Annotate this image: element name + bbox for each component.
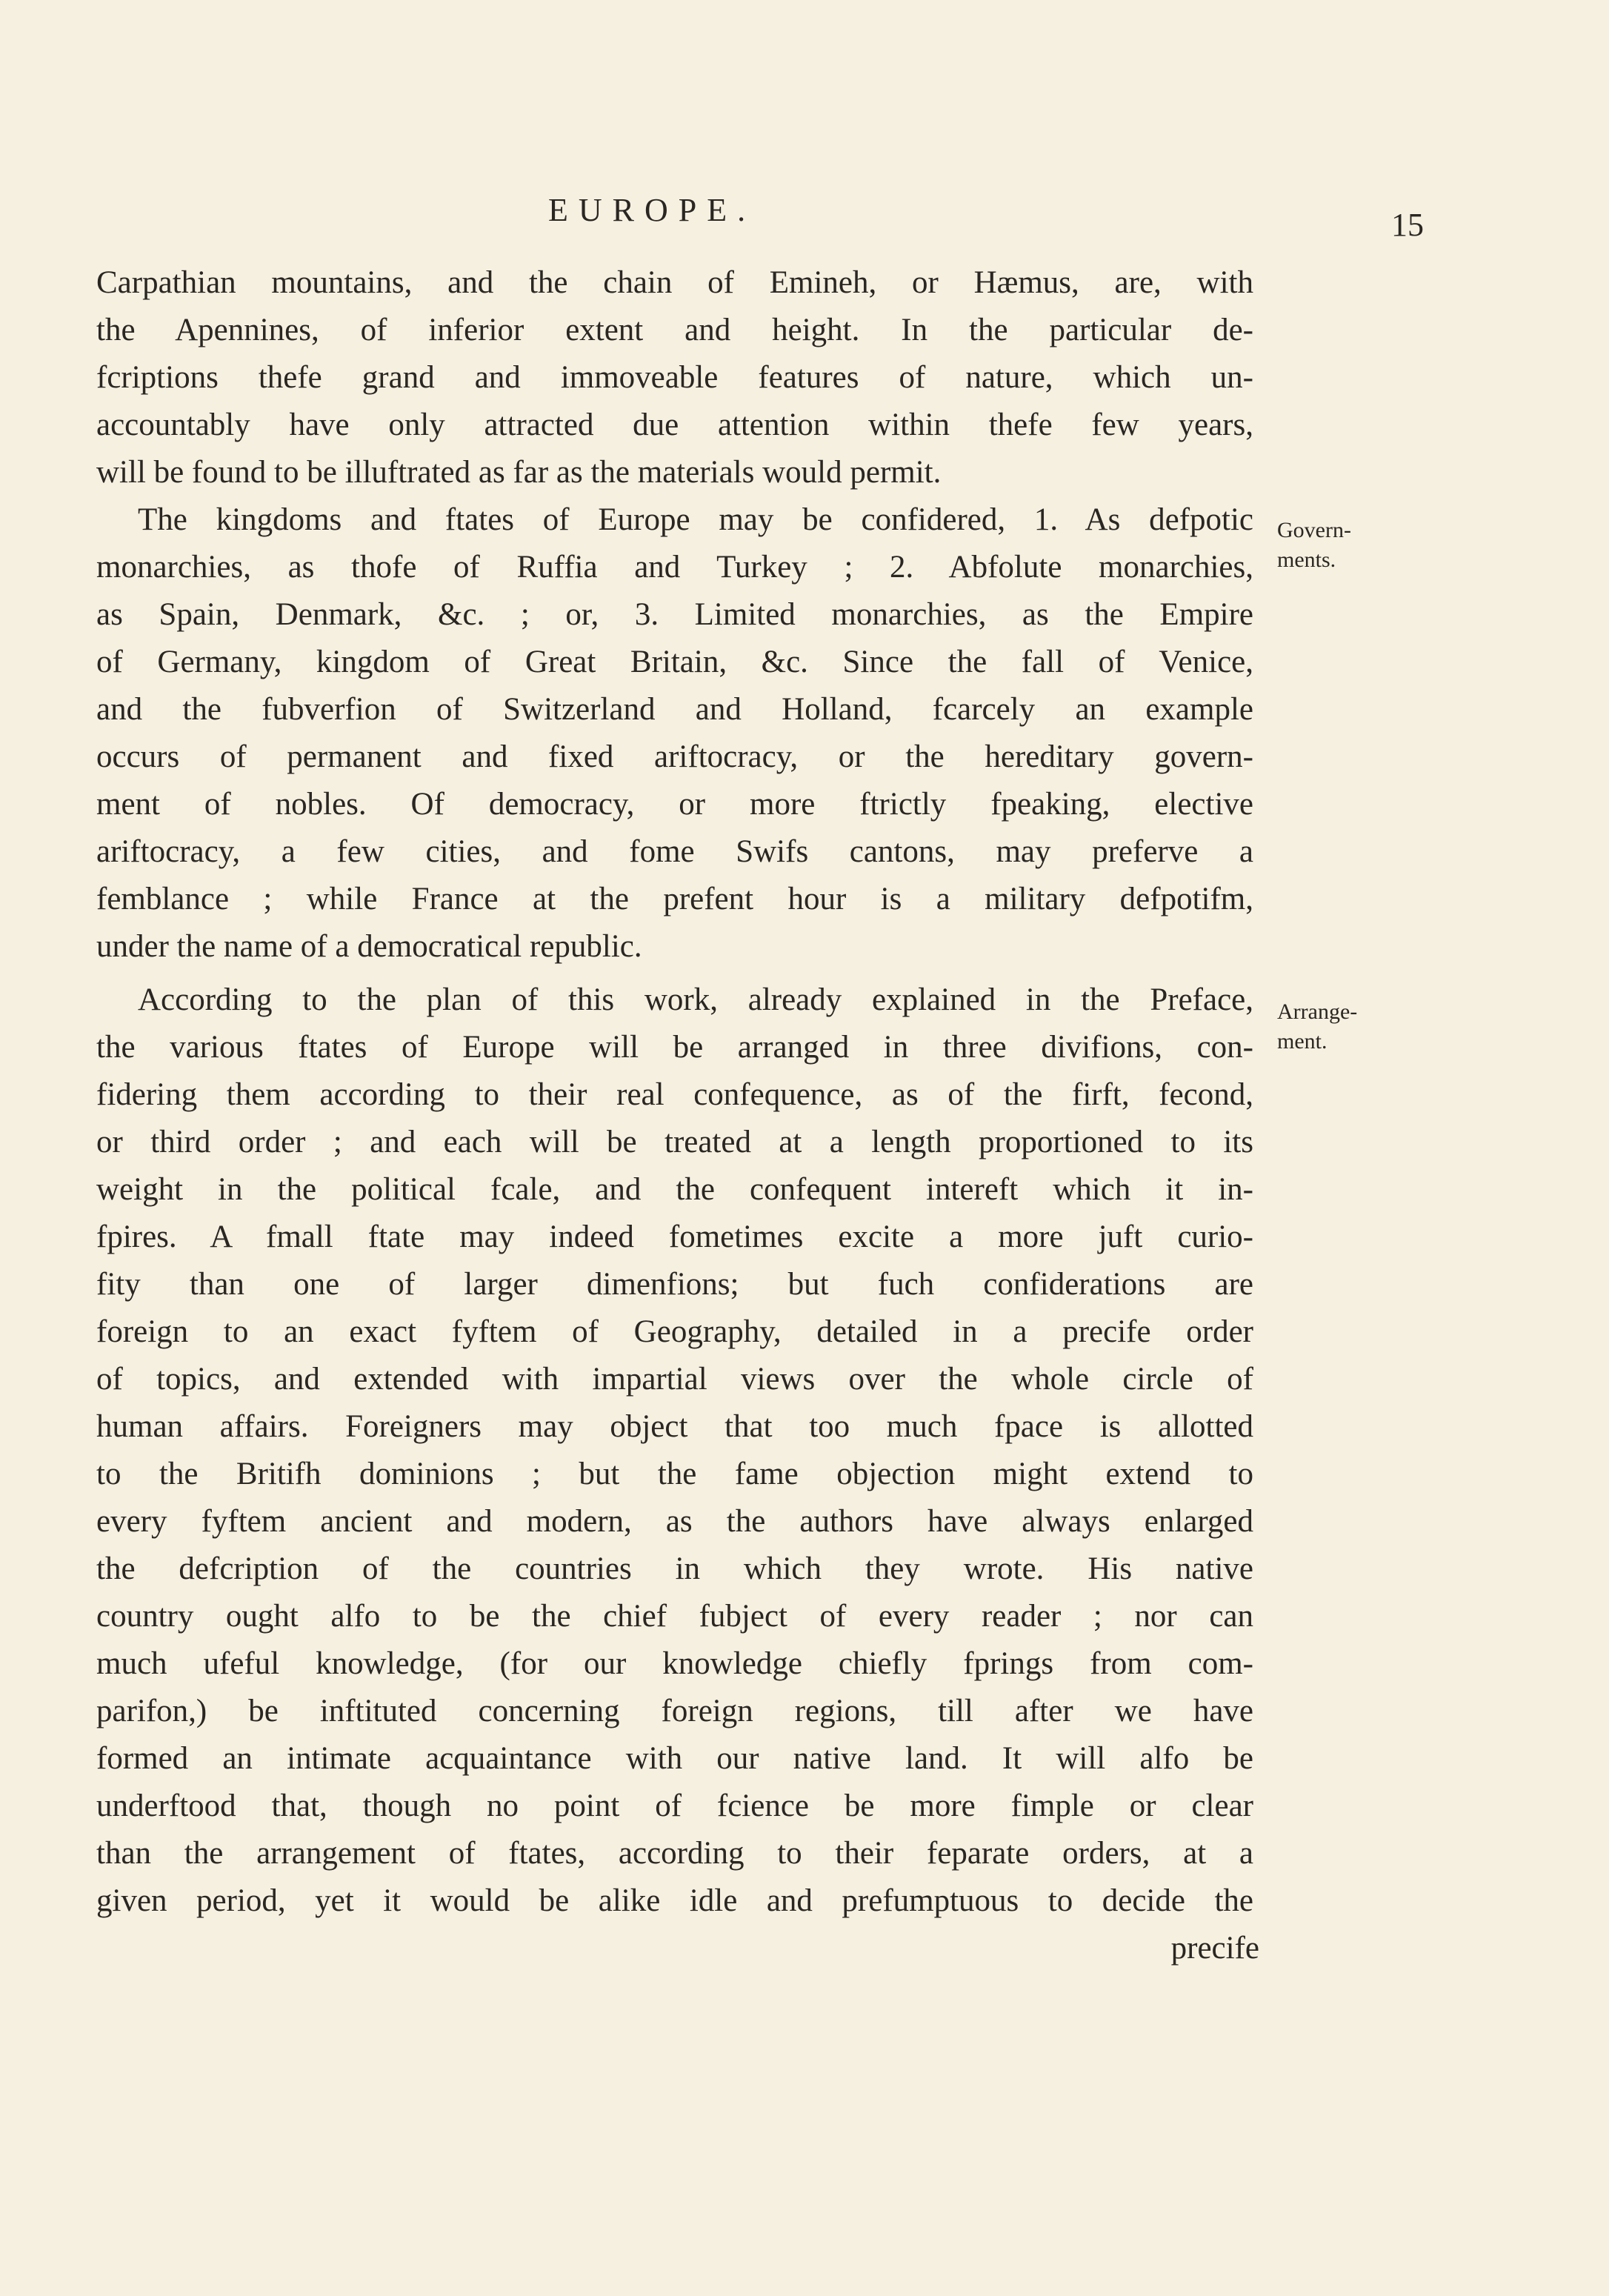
text-line: fity than one of larger dimenfions; but fuch confiderations are: [96, 1267, 1253, 1302]
text-line: human affairs. Foreigners may object that too much fpace is allotted: [96, 1409, 1253, 1444]
text-line: fcriptions thefe grand and immoveable features of nature, which un-: [96, 360, 1253, 395]
margin-note-line: ment.: [1277, 1029, 1327, 1054]
margin-note-line: ments.: [1277, 548, 1336, 572]
text-line: as Spain, Denmark, &c. ; or, 3. Limited monarchies, as the Empire: [96, 597, 1253, 632]
running-title: EUROPE.: [548, 192, 756, 228]
text-line: weight in the political fcale, and the confequent intereft which it in-: [96, 1172, 1253, 1207]
margin-note-arrangement: [1277, 997, 1357, 1057]
text-line: fpires. A fmall ftate may indeed fometimes excite a more juft curio-: [96, 1219, 1253, 1254]
text-line: given period, yet it would be alike idle and prefumptuous to decide the: [96, 1883, 1253, 1918]
text-line: than the arrangement of ftates, according to their feparate orders, at a: [96, 1836, 1253, 1871]
text-line: of Germany, kingdom of Great Britain, &c. Since the fall of Venice,: [96, 645, 1253, 679]
text-line: to the Britifh dominions ; but the fame objection might extend to: [96, 1457, 1253, 1491]
text-line: accountably have only attracted due attention within thefe few years,: [96, 407, 1253, 442]
text-line: country ought alfo to be the chief fubject of every reader ; nor can: [96, 1599, 1253, 1634]
margin-note-line: Arrange-: [1277, 999, 1358, 1024]
text-line: and the fubverfion of Switzerland and Holland, fcarcely an example: [96, 692, 1253, 727]
text-line: much ufeful knowledge, (for our knowledge chiefly fprings from com-: [96, 1646, 1253, 1681]
catchword: precife: [1170, 1931, 1259, 1966]
text-line: foreign to an exact fyftem of Geography, detailed in a precife order: [96, 1314, 1253, 1349]
text-line: every fyftem ancient and modern, as the authors have always enlarged: [96, 1504, 1253, 1539]
page-number: 15: [1391, 207, 1424, 243]
paragraph-start: According to the plan of this work, already explained in the Preface,: [138, 982, 1253, 1017]
text-line: will be found to be illuftrated as far as the materials would permit.: [96, 455, 942, 490]
text-line: the Apennines, of inferior extent and height. In the particular de-: [96, 313, 1253, 347]
text-line: under the name of a democratical republic.: [96, 929, 642, 964]
text-line: occurs of permanent and fixed ariftocracy, or the hereditary govern-: [96, 739, 1253, 774]
text-line: underftood that, though no point of fcience be more fimple or clear: [96, 1788, 1253, 1823]
text-line: ariftocracy, a few cities, and fome Swifs cantons, may preferve a: [96, 834, 1253, 869]
text-line: Carpathian mountains, and the chain of Emineh, or Hæmus, are, with: [96, 265, 1253, 300]
text-line: of topics, and extended with impartial views over the whole circle of: [96, 1362, 1253, 1397]
text-line: the defcription of the countries in which they wrote. His native: [96, 1551, 1253, 1586]
text-line: ment of nobles. Of democracy, or more ftrictly fpeaking, elective: [96, 787, 1253, 822]
text-line: formed an intimate acquaintance with our native land. It will alfo be: [96, 1741, 1253, 1776]
paragraph-start: The kingdoms and ftates of Europe may be confidered, 1. As defpotic: [138, 502, 1253, 537]
text-line: parifon,) be inftituted concerning foreign regions, till after we have: [96, 1694, 1253, 1728]
text-line: femblance ; while France at the prefent hour is a military defpotifm,: [96, 882, 1253, 916]
text-line: monarchies, as thofe of Ruffia and Turkey ; 2. Abfolute monarchies,: [96, 550, 1253, 585]
margin-note-governments: [1277, 516, 1351, 575]
text-line: the various ftates of Europe will be arranged in three divifions, con-: [96, 1030, 1253, 1065]
text-line: fidering them according to their real confequence, as of the firft, fecond,: [96, 1077, 1253, 1112]
margin-note-line: Govern-: [1277, 518, 1351, 542]
text-line: or third order ; and each will be treated at a length proportioned to its: [96, 1125, 1253, 1159]
